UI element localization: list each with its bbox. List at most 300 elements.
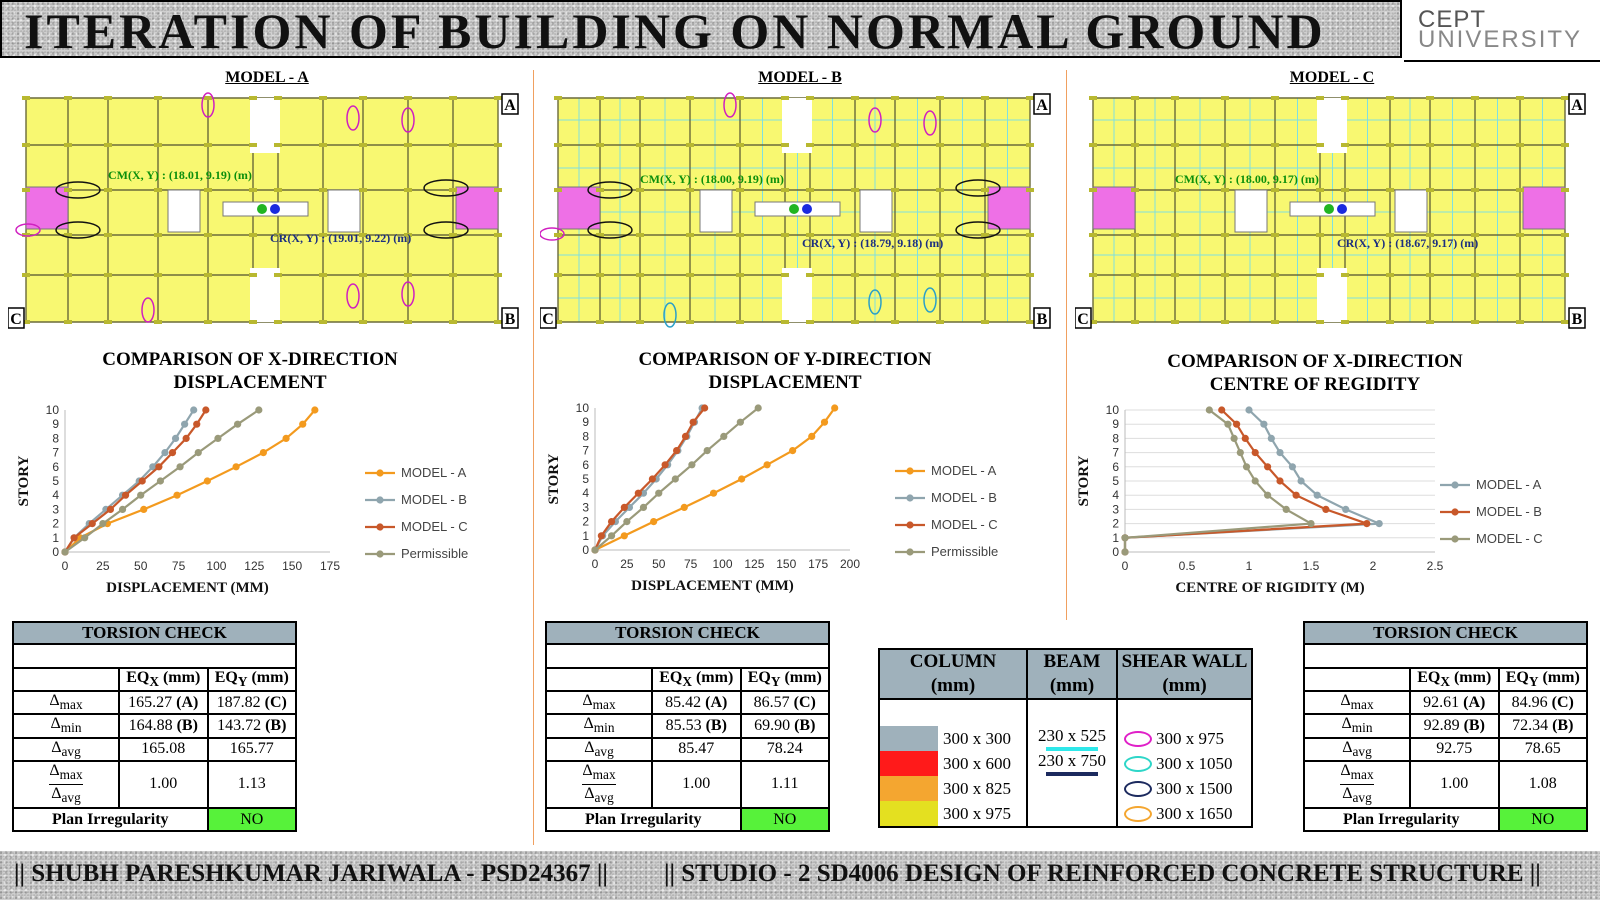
value-y: 84.96	[1511, 693, 1548, 711]
delta-symbol: Δ	[1340, 692, 1351, 710]
title-banner	[0, 0, 1402, 58]
torsion-check-table-b	[545, 621, 830, 832]
column	[1221, 273, 1229, 277]
y-tick-label: 0	[52, 545, 59, 559]
legend-swatch-marker	[376, 550, 383, 557]
centre-of-mass-dot	[257, 204, 267, 214]
column	[1341, 143, 1349, 147]
delta-sub: max	[592, 766, 616, 782]
data-point	[155, 463, 162, 470]
column	[736, 188, 744, 192]
column-divider-2	[1066, 70, 1067, 620]
y-tick-label: 7	[52, 445, 59, 460]
column	[1516, 233, 1524, 237]
col-eqy-unit: (mm)	[1542, 669, 1580, 686]
data-point	[204, 477, 211, 484]
legend-label: MODEL - B	[931, 490, 997, 505]
value-eqy-max	[208, 691, 297, 714]
data-point	[755, 404, 762, 411]
page-title: ITERATION OF BUILDING ON NORMAL GROUND	[24, 3, 1326, 59]
data-point	[737, 419, 744, 426]
col-eqx-unit: (mm)	[162, 669, 201, 686]
column	[249, 188, 257, 192]
x-axis-title: DISPLACEMENT (MM)	[106, 580, 269, 596]
column	[1386, 143, 1394, 147]
col-header-eqy	[208, 668, 297, 691]
column	[1131, 320, 1139, 324]
data-point	[183, 435, 190, 442]
value-eqy-max	[1499, 691, 1588, 714]
column	[554, 188, 562, 192]
data-point	[172, 435, 179, 442]
column	[249, 233, 257, 237]
series-line-1	[65, 410, 315, 552]
data-point	[234, 421, 241, 428]
plan-irregularity-value: NO	[208, 808, 297, 831]
centre-of-mass-dot	[1324, 204, 1334, 214]
wall-size-label: 300 x 1650	[1156, 803, 1233, 823]
centre-of-mass-label: CM(X, Y) : (18.01, 9.19) (m)	[108, 168, 252, 182]
data-point	[672, 475, 679, 482]
value-ratio-x: 1.00	[1410, 761, 1499, 808]
data-point	[1243, 463, 1250, 470]
legend-label: MODEL - B	[1476, 504, 1542, 519]
column	[1171, 96, 1179, 100]
column	[204, 188, 212, 192]
beam-color-line	[1046, 772, 1098, 776]
model-a-title: MODEL - A	[225, 69, 309, 86]
column	[806, 143, 814, 147]
delta-sub: max	[59, 697, 83, 713]
y-tick-label: 5	[52, 474, 59, 488]
column	[1221, 188, 1229, 192]
plan-irregularity-label: Plan Irregularity	[1304, 808, 1499, 831]
col-eqy-sub: Y	[1528, 674, 1539, 690]
centre-of-rigidity-dot	[1337, 204, 1347, 214]
chart-3-title	[1105, 350, 1525, 396]
column	[851, 143, 859, 147]
column	[319, 96, 327, 100]
x-tick-label: 0	[1121, 559, 1129, 573]
legend-blank	[879, 699, 1027, 726]
data-point	[99, 520, 106, 527]
legend-swatch-marker	[906, 548, 913, 555]
value-eqy-avg	[1499, 738, 1588, 761]
delta-symbol: Δ	[51, 738, 62, 756]
value-eqy-max	[741, 691, 830, 714]
chart-3-title-line1: COMPARISON OF X-DIRECTION	[1167, 351, 1463, 372]
x-displacement-chart	[10, 395, 520, 615]
column	[636, 273, 644, 277]
data-point	[1314, 492, 1321, 499]
data-point	[1224, 421, 1231, 428]
data-point	[764, 461, 771, 468]
value-y: 69.90	[754, 716, 791, 734]
column	[1089, 273, 1097, 277]
column	[64, 320, 72, 324]
legend-label: Permissible	[401, 546, 469, 561]
value-y-tag: (C)	[264, 693, 287, 711]
column	[64, 96, 72, 100]
x-tick-label: 150	[776, 557, 797, 571]
legend-swatch-marker	[376, 523, 383, 530]
elevation-marker-label: C	[1077, 311, 1089, 328]
value-eqx-avg	[119, 738, 208, 761]
series-line-2	[595, 408, 702, 550]
data-point	[738, 475, 745, 482]
column-legend-item	[880, 776, 1026, 801]
elevation-marker-label: B	[1571, 311, 1583, 328]
column	[736, 143, 744, 147]
value-y: 165.77	[229, 740, 274, 758]
torsion-check-table-a	[12, 621, 297, 832]
centre-of-mass-dot	[789, 204, 799, 214]
data-point	[808, 433, 815, 440]
column	[806, 320, 814, 324]
data-point	[181, 421, 188, 428]
delta-symbol: Δ	[51, 784, 62, 802]
column	[359, 96, 367, 100]
column	[22, 273, 30, 277]
value-eqx-avg	[652, 738, 741, 761]
delta-symbol: Δ	[582, 761, 593, 779]
column	[891, 188, 899, 192]
legend-label: MODEL - A	[401, 465, 467, 480]
column	[154, 273, 162, 277]
chart-2-title-line2: DISPLACEMENT	[708, 372, 862, 393]
column	[1316, 233, 1324, 237]
x-tick-label: 1.5	[1302, 559, 1320, 573]
column	[1341, 188, 1349, 192]
shear-wall-core	[1523, 187, 1565, 229]
value-x: 85.53	[665, 716, 702, 734]
data-point	[1245, 406, 1252, 413]
legend-swatch-marker	[376, 469, 383, 476]
delta-sub: avg	[594, 743, 614, 759]
column	[249, 96, 257, 100]
x-tick-label: 100	[712, 557, 733, 571]
y-tick-label: 2	[1112, 516, 1119, 531]
centre-of-rigidity-label: CR(X, Y) : (18.67, 9.17) (m)	[1337, 236, 1479, 250]
legend-columns-cell	[879, 726, 1027, 827]
column-legend-item	[880, 726, 1026, 751]
column	[204, 320, 212, 324]
col-eqy-label: EQ	[1505, 669, 1529, 686]
column	[104, 188, 112, 192]
column	[494, 273, 502, 277]
data-point	[608, 532, 615, 539]
column	[249, 320, 257, 324]
data-point	[1264, 463, 1271, 470]
centre-of-rigidity-dot	[802, 204, 812, 214]
col-eqx-label: EQ	[126, 669, 150, 686]
column	[104, 320, 112, 324]
data-point	[682, 433, 689, 440]
data-point	[89, 520, 96, 527]
column	[449, 233, 457, 237]
chart-2-title	[575, 348, 995, 394]
data-point	[640, 504, 647, 511]
column	[249, 143, 257, 147]
legend-swatch-marker	[1451, 535, 1458, 542]
legend-swatch-marker	[906, 467, 913, 474]
data-point	[591, 546, 598, 553]
value-y-tag: (C)	[793, 693, 816, 711]
data-point	[1293, 492, 1300, 499]
value-x: 92.75	[1436, 740, 1473, 758]
wall-size-label: 300 x 1500	[1156, 778, 1233, 798]
column	[64, 143, 72, 147]
corner-cell	[546, 668, 652, 691]
data-point	[704, 447, 711, 454]
column	[1271, 96, 1279, 100]
column	[736, 273, 744, 277]
x-tick-label: 75	[171, 559, 186, 573]
column	[981, 273, 989, 277]
value-y: 86.57	[753, 693, 790, 711]
column	[154, 96, 162, 100]
column	[1316, 143, 1324, 147]
value-y-tag: (C)	[1551, 693, 1574, 711]
column	[1089, 143, 1097, 147]
column	[22, 188, 30, 192]
row-label-max	[1304, 691, 1410, 714]
col-eqy-unit: (mm)	[251, 669, 289, 686]
data-point	[139, 477, 146, 484]
column	[359, 320, 367, 324]
data-point	[233, 463, 240, 470]
col-eqx-unit: (mm)	[1453, 669, 1492, 686]
column	[104, 233, 112, 237]
data-point	[299, 421, 306, 428]
column	[636, 320, 644, 324]
legend-swatch-marker	[1451, 481, 1458, 488]
value-y: 72.34	[1512, 716, 1549, 734]
chart-1-title	[40, 348, 460, 394]
value-x: 164.88	[128, 716, 173, 734]
ratio-fraction	[1340, 762, 1373, 807]
delta-sub: min	[60, 720, 82, 736]
delta-symbol: Δ	[582, 692, 593, 710]
x-tick-label: 25	[96, 559, 110, 573]
data-point	[635, 490, 642, 497]
column	[1131, 233, 1139, 237]
data-point	[650, 518, 657, 525]
delta-sub: max	[59, 766, 83, 782]
column-legend-item	[880, 801, 1026, 826]
legend-label: MODEL - B	[401, 492, 467, 507]
col-header-eqx	[1410, 668, 1499, 691]
column	[249, 273, 257, 277]
column	[936, 188, 944, 192]
footer-banner	[0, 851, 1600, 900]
col-header-eqx	[119, 668, 208, 691]
value-ratio-y: 1.11	[741, 761, 830, 808]
value-eqx-avg	[1410, 738, 1499, 761]
ratio-denominator	[582, 785, 615, 807]
column	[1026, 233, 1034, 237]
column	[851, 188, 859, 192]
column	[1386, 273, 1394, 277]
x-tick-label: 0	[591, 557, 599, 571]
y-tick-label: 6	[1112, 459, 1119, 474]
data-point	[1121, 548, 1128, 555]
y-tick-label: 3	[52, 502, 59, 517]
column	[1221, 320, 1229, 324]
y-tick-label: 5	[1112, 474, 1119, 488]
column-divider-1	[533, 70, 534, 845]
column	[154, 320, 162, 324]
value-eqy-min	[208, 714, 297, 737]
wall-ellipse-icon	[1124, 756, 1152, 772]
logo-line-2: UNIVERSITY	[1418, 26, 1583, 53]
centre-of-rigidity-chart	[1070, 395, 1600, 615]
column	[851, 273, 859, 277]
column	[1426, 273, 1434, 277]
wall-legend-item	[1118, 776, 1251, 801]
y-tick-label: 1	[582, 528, 589, 543]
column	[1221, 96, 1229, 100]
wall-legend-item	[1118, 751, 1251, 776]
column	[1561, 143, 1569, 147]
column	[359, 188, 367, 192]
y-tick-label: 2	[582, 514, 589, 529]
legend-label: MODEL - A	[931, 463, 997, 478]
wall-ellipse-icon	[1124, 781, 1152, 797]
data-point	[1289, 463, 1296, 470]
legend-column-header-unit: (mm)	[930, 675, 976, 696]
col-eqx-sub: X	[682, 674, 692, 690]
opening	[1235, 190, 1267, 232]
column	[781, 188, 789, 192]
data-point	[1276, 449, 1283, 456]
column	[1316, 273, 1324, 277]
col-eqx-sub: X	[1440, 674, 1450, 690]
data-point	[157, 477, 164, 484]
data-point	[1307, 520, 1314, 527]
data-point	[1252, 477, 1259, 484]
value-x-tag: (B)	[1463, 716, 1485, 734]
column	[1516, 273, 1524, 277]
x-tick-label: 75	[683, 557, 698, 571]
y-tick-label: 5	[582, 472, 589, 486]
column	[981, 188, 989, 192]
column	[1131, 96, 1139, 100]
column	[891, 320, 899, 324]
delta-symbol: Δ	[49, 761, 60, 779]
data-point	[608, 518, 615, 525]
y-axis-title: STORY	[16, 455, 32, 507]
row-label-max	[546, 691, 652, 714]
legend-swatch-marker	[906, 494, 913, 501]
column	[1221, 233, 1229, 237]
ratio-fraction	[49, 762, 82, 807]
column	[936, 96, 944, 100]
wall-legend-item	[1118, 801, 1251, 826]
data-point	[202, 406, 209, 413]
opening	[860, 190, 892, 232]
column	[1516, 96, 1524, 100]
column	[1171, 188, 1179, 192]
legend-beams-cell	[1027, 726, 1117, 827]
y-tick-label: 9	[1112, 417, 1119, 432]
column	[449, 143, 457, 147]
column	[404, 273, 412, 277]
column	[636, 188, 644, 192]
data-point	[1233, 421, 1240, 428]
value-x-tag: (A)	[176, 693, 199, 711]
column	[274, 188, 282, 192]
model-b-floor-plan	[540, 90, 1060, 340]
column	[1471, 273, 1479, 277]
column-color-swatch	[880, 751, 938, 776]
column	[1131, 188, 1139, 192]
value-eqy-avg	[741, 738, 830, 761]
delta-sub: avg	[1352, 743, 1372, 759]
delta-sub: max	[1350, 697, 1374, 713]
y-tick-label: 7	[1112, 445, 1119, 460]
col-header-eqx	[652, 668, 741, 691]
value-y: 187.82	[216, 693, 261, 711]
x-tick-label: 0.5	[1178, 559, 1196, 573]
delta-sub: avg	[61, 743, 81, 759]
column	[1426, 96, 1434, 100]
data-point	[1297, 477, 1304, 484]
column	[404, 188, 412, 192]
beam-legend-item	[1028, 726, 1116, 751]
x-tick-label: 175	[319, 559, 341, 573]
row-label-ratio	[13, 761, 119, 808]
column	[1026, 273, 1034, 277]
legend-label: Permissible	[931, 544, 999, 559]
column	[1341, 96, 1349, 100]
data-point	[1206, 406, 1213, 413]
col-eqx-label: EQ	[659, 669, 683, 686]
column	[1516, 188, 1524, 192]
column	[781, 320, 789, 324]
col-eqx-label: EQ	[1417, 669, 1441, 686]
x-tick-label: 100	[206, 559, 227, 573]
column	[274, 273, 282, 277]
chart-1-title-line2: DISPLACEMENT	[173, 372, 327, 393]
value-ratio-y: 1.13	[208, 761, 297, 808]
x-axis-title: CENTRE OF RIGIDITY (M)	[1175, 580, 1365, 596]
x-tick-label: 50	[652, 557, 666, 571]
column	[891, 273, 899, 277]
opening	[168, 190, 200, 232]
column	[1561, 233, 1569, 237]
column	[1561, 273, 1569, 277]
value-eqx-max	[652, 691, 741, 714]
ratio-numerator	[1340, 762, 1373, 785]
value-ratio-y: 1.08	[1499, 761, 1588, 808]
column-color-swatch	[880, 726, 938, 751]
column-size-label: 300 x 975	[943, 803, 1011, 823]
data-point	[1237, 449, 1244, 456]
centre-of-rigidity-label: CR(X, Y) : (19.01, 9.22) (m)	[270, 231, 412, 245]
y-tick-label: 4	[582, 486, 589, 501]
y-tick-label: 10	[45, 403, 59, 417]
delta-symbol: Δ	[50, 715, 61, 733]
data-point	[598, 532, 605, 539]
delta-sub: max	[592, 697, 616, 713]
shear-wall-core	[558, 187, 600, 229]
column	[1271, 320, 1279, 324]
legend-blank	[1117, 699, 1252, 726]
column	[891, 96, 899, 100]
data-point	[690, 419, 697, 426]
opening	[1395, 190, 1427, 232]
